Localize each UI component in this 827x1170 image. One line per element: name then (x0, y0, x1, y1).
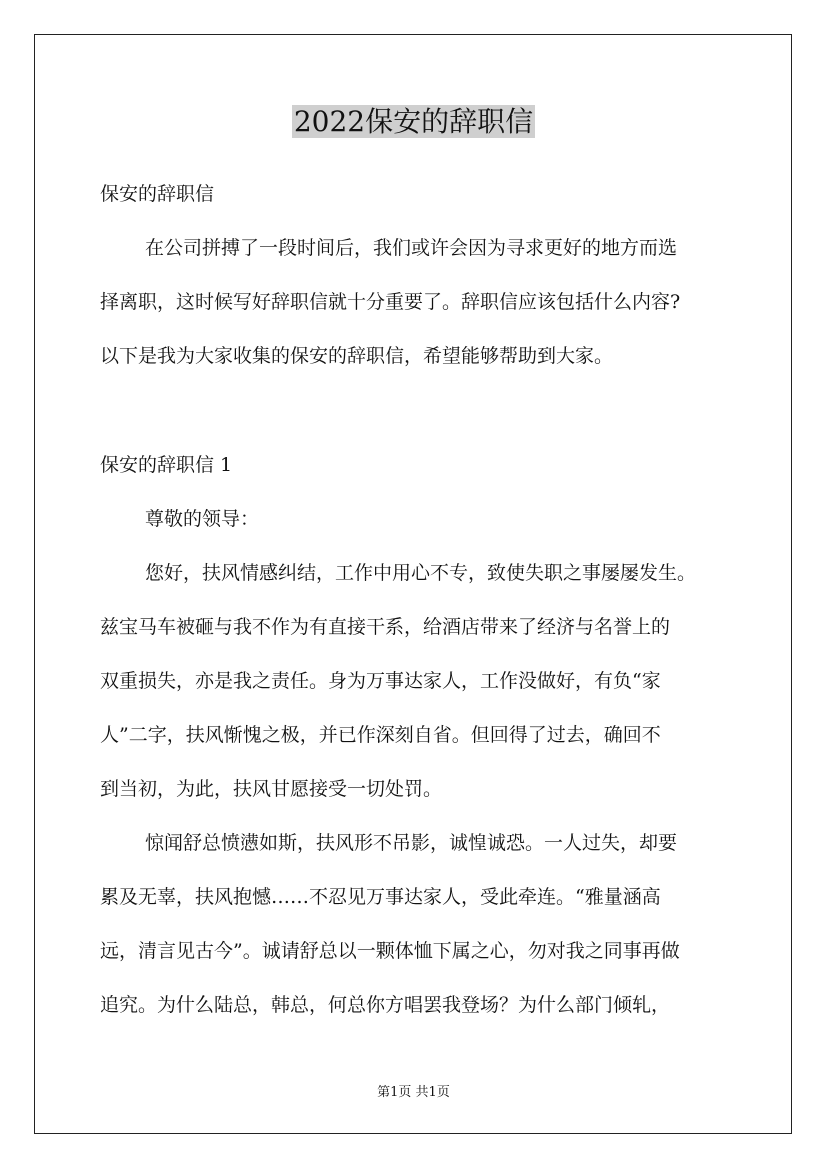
letter-heading: 保安的辞职信 1 (100, 454, 233, 476)
intro-line: 在公司拼搏了一段时间后，我们或许会因为寻求更好的地方而选 (145, 237, 678, 259)
body-line: 惊闻舒总愤懑如斯，扶风形不吊影，诚惶诚恐。一人过失，却要 (145, 832, 678, 854)
body-line: 您好，扶风情感纠结，工作中用心不专，致使失职之事屡屡发生。 (145, 562, 697, 584)
body-line: 兹宝马车被砸与我不作为有直接干系，给酒店带来了经济与名誉上的 (100, 616, 671, 638)
intro-line: 择离职，这时候写好辞职信就十分重要了。辞职信应该包括什么内容? (100, 291, 681, 313)
page-footer: 第1页 共1页 (377, 1085, 450, 1100)
body-line: 累及无辜，扶风抱憾……不忍见万事达家人，受此牵连。“雅量涵高 (100, 886, 661, 908)
section-heading: 保安的辞职信 (100, 183, 215, 205)
body-line: 追究。为什么陆总，韩总，何总你方唱罢我登场？为什么部门倾轧， (100, 994, 671, 1016)
intro-line: 以下是我为大家收集的保安的辞职信，希望能够帮助到大家。 (100, 345, 614, 367)
body-line: 双重损失，亦是我之责任。身为万事达家人，工作没做好，有负“家 (100, 670, 661, 692)
document-title: 2022保安的辞职信 (293, 105, 534, 138)
salutation: 尊敬的领导： (145, 508, 260, 530)
body-line: 到当初，为此，扶风甘愿接受一切处罚。 (100, 778, 443, 800)
body-line: 人”二字，扶风惭愧之极，并已作深刻自省。但回得了过去，确回不 (100, 724, 661, 746)
body-line: 远，清言见古今”。诚请舒总以一颗体恤下属之心，勿对我之同事再做 (100, 940, 680, 962)
